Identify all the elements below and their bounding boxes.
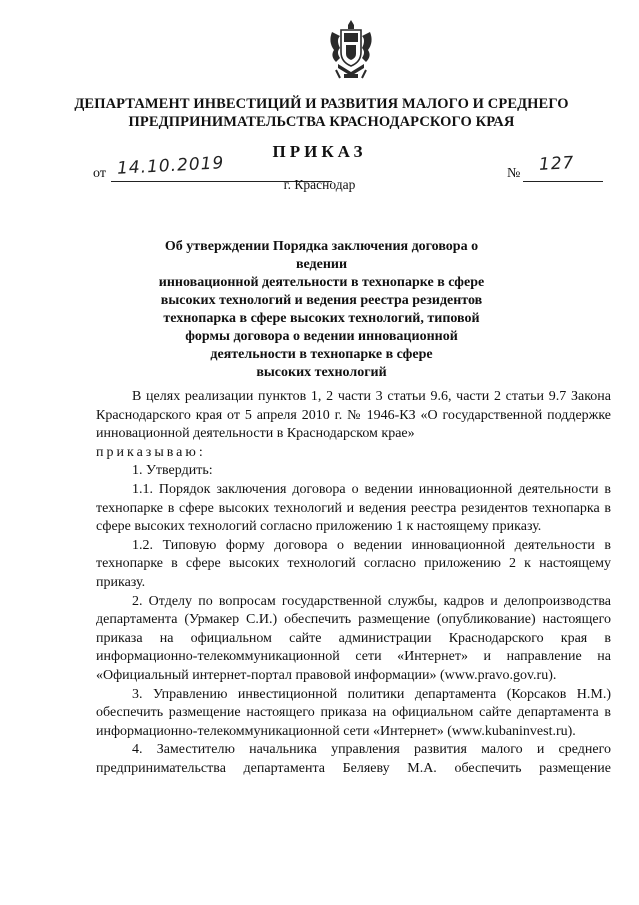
subject-line: высоких технологий и ведения реестра резидентов xyxy=(160,293,483,308)
paragraph-4: 4. Заместителю начальника управления развития малого и среднего предпринимательства департамента Беляеву М.А. обеспечить размещение xyxy=(96,742,611,776)
number-prefix: № xyxy=(507,166,521,181)
command-word xyxy=(96,444,611,463)
paragraph-1-2: 1.2. Типовую форму договора о ведении инновационной деятельности в технопарке в сфере высоких технологий согласно приложению 2 к настоящему приказу. xyxy=(96,537,611,590)
department-name-line-2: ПРЕДПРИНИМАТЕЛЬСТВА КРАСНОДАРСКОГО КРАЯ xyxy=(128,114,515,130)
paragraph-3: 3. Управлению инвестиционной политики департамента (Корсаков Н.М.) обеспечить размещение настоящего приказа на официальном сайте департамента в информационно-телекоммуникационной сети «Интернет» (www.kubaninvest.ru). xyxy=(96,686,611,739)
subject-line: деятельности в технопарке в сфере xyxy=(210,347,433,362)
department-name xyxy=(60,95,583,131)
paragraph-1-1: 1.1. Порядок заключения договора о ведении инновационной деятельности в технопарке в сфере высоких технологий и ведения реестра резидентов технопарка в сфере высоких технологий согласно приложению 1 к настоящему приказу. xyxy=(96,481,611,535)
subject-line: формы договора о ведении инновационной xyxy=(185,329,458,344)
command-word-text: приказываю: xyxy=(96,444,206,460)
intro-paragraph: В целях реализации пунктов 1, 2 части 3 статьи 9.6, части 2 статьи 9.7 Закона Краснодарского края от 5 апреля 2010 г. № 1946-КЗ «О государственной поддержке инновационной деятельности в Краснодарском крае» xyxy=(96,389,611,442)
document-type-title: ПРИКАЗ xyxy=(272,142,367,161)
department-name-line-1: ДЕПАРТАМЕНТ ИНВЕСТИЦИЙ И РАЗВИТИЯ МАЛОГО И СРЕДНЕГО xyxy=(74,96,569,112)
subject-line: высоких технологий xyxy=(256,365,387,380)
date-prefix: от xyxy=(93,166,106,181)
coat-of-arms-emblem xyxy=(326,18,376,80)
subject-line: технопарка в сфере высоких технологий, типовой xyxy=(163,311,480,326)
order-subject xyxy=(140,238,503,382)
city-line: г. Краснодар xyxy=(283,177,356,192)
order-body xyxy=(96,388,611,778)
subject-line: Об утверждении Порядка заключения договора о ведении xyxy=(164,239,479,272)
paragraph-2: 2. Отделу по вопросам государственной службы, кадров и делопроизводства департамента (Урмакер С.И.) обеспечить размещение (опубликование) настоящего приказа на официальном сайте администрации Краснодарского края в информационно-телекоммуникационной сети «Интернет» и направление на «Официальный интернет-портал правовой информации» (www.pravo.gov.ru). xyxy=(96,593,611,683)
subject-line: инновационной деятельности в технопарке в сфере xyxy=(158,275,485,290)
number-handwritten: 127 xyxy=(538,153,575,175)
paragraph-1: 1. Утвердить: xyxy=(132,463,213,479)
date-handwritten: 14.10.2019 xyxy=(116,153,225,179)
